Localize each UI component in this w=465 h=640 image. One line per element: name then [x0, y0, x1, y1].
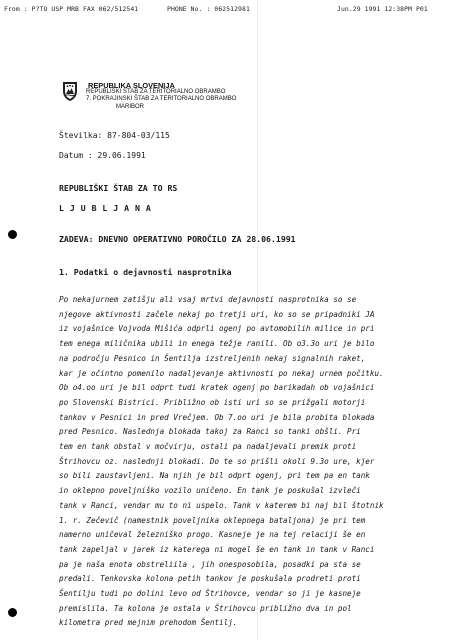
body-line: iz vojašnice Vojvoda Mišića odprli ogenj po avtomobilih milice in pri	[59, 324, 375, 334]
body-line: Po nekajurnem zatišju ali vsaj mrtvi dejavnosti nasprotnika so se	[59, 295, 357, 304]
body-line: Ob o4.oo uri je bil odprt tudi kratek ogenj po barikadah ob vojašnici	[59, 383, 375, 393]
section-heading: 1. Podatki o dejavnosti nasprotnika	[59, 267, 232, 277]
body-line: namerno uničeval železniško progo. Kasneje je na tej relaciji še en	[59, 530, 366, 540]
body-line: tankov v Pesnici in pred Vrečjem. Ob 7.oo uri je bila probita blokada	[59, 412, 375, 422]
body-line: tank zapeljal v jarek iz katerega ni mogel še en tank in tank v Ranci	[59, 544, 375, 554]
body-line: predali. Tenkovska kolona petih tankov je poskušala prodreti proti	[59, 574, 361, 584]
recipient-line-1: REPUBLIŠKI ŠTAB ZA TO RS	[59, 183, 178, 193]
punch-hole-mark	[8, 608, 17, 617]
body-line: tank v Ranci, vendar mu to ni uspelo. Tank v katerem bi naj bil štotnik	[59, 500, 384, 510]
fax-phone: PHONE No. : 062512981	[167, 5, 250, 13]
body-line: pa je naša enota obstreliila , jih onesposobila, posadki pa sta se	[59, 559, 361, 569]
body-line: 1. r. Zečevič (namestnik poveljnika oklepnega bataljona) je pri tem	[59, 515, 366, 525]
body-line: premislila. Ta kolona je ostala v Štrihovcu približno dva in pol	[59, 603, 352, 613]
punch-hole-mark	[8, 230, 17, 239]
recipient-line-2: L J U B L J A N A	[59, 203, 152, 213]
body-line: tem en tank obstal v močvirju, ostali pa nadaljevali premik proti	[59, 442, 357, 452]
subject-line: ZADEVA: DNEVNO OPERATIVNO POROČILO ZA 28.06.1991	[59, 234, 296, 244]
body-line: Štrihovcu oz. naslednji blokadi. Do te so prišli okoli 9.3o ure, kjer	[59, 456, 375, 466]
report-body	[59, 293, 459, 631]
body-line: na področju Pesnico in Šentilja izstreljenih nekaj signalnih raket,	[59, 353, 366, 363]
body-line: pred Pesnico. Naslednja blokada takoj za Ranci so tanki obšli. Pri	[59, 427, 361, 437]
letterhead-city: MARIBOR	[116, 103, 145, 110]
letterhead-regional-staff: 7. POKRAJINSKI ŠTAB ZA TERITORIALNO OBRAMBO	[86, 96, 237, 103]
body-line: kar je očintno pomenilo nadaljevanje aktivnosti po nekaj urnem počitku.	[59, 368, 384, 378]
body-line: njegove aktivnosti začele nekaj po tretji uri, ko so se pripadniki JA	[59, 309, 375, 319]
fax-datetime: Jun.29 1991 12:38PM P01	[337, 5, 428, 13]
letterhead-republic: REPUBLIKA SLOVENIJA	[88, 81, 175, 90]
body-line: Šentilju tudi po dolini levo od Štrihovce, vendar so ji je kasneje	[59, 589, 361, 599]
body-line: kilometra pred mejnim prehodom Šentilj.	[59, 618, 238, 628]
body-line: so bili zaustavljeni. Na njih je bil odprt ogenj, pri tem pa en tank	[59, 471, 370, 481]
fax-from: From : P?TO USP MRB FAX 062/512541	[4, 5, 139, 13]
coat-of-arms-icon	[60, 80, 80, 102]
letterhead-staff: REPUBLIŠKI ŠTAB ZA TERITORIALNO OBRAMBO	[86, 89, 226, 96]
document-date: Datum : 29.06.1991	[59, 151, 146, 160]
body-line: in oklepno poveljniško vozilo uničeno. En tank je poskušal izvleči	[59, 486, 361, 496]
body-line: tem enega miličnika ubili in enega težje ranili. Ob o3.3o uri je bilo	[59, 339, 375, 349]
body-line: po Slovenski Bistrici. Približno ob isti uri so se prižgali motorji	[59, 397, 366, 407]
document-number: Številka: 87-804-03/115	[59, 131, 170, 140]
